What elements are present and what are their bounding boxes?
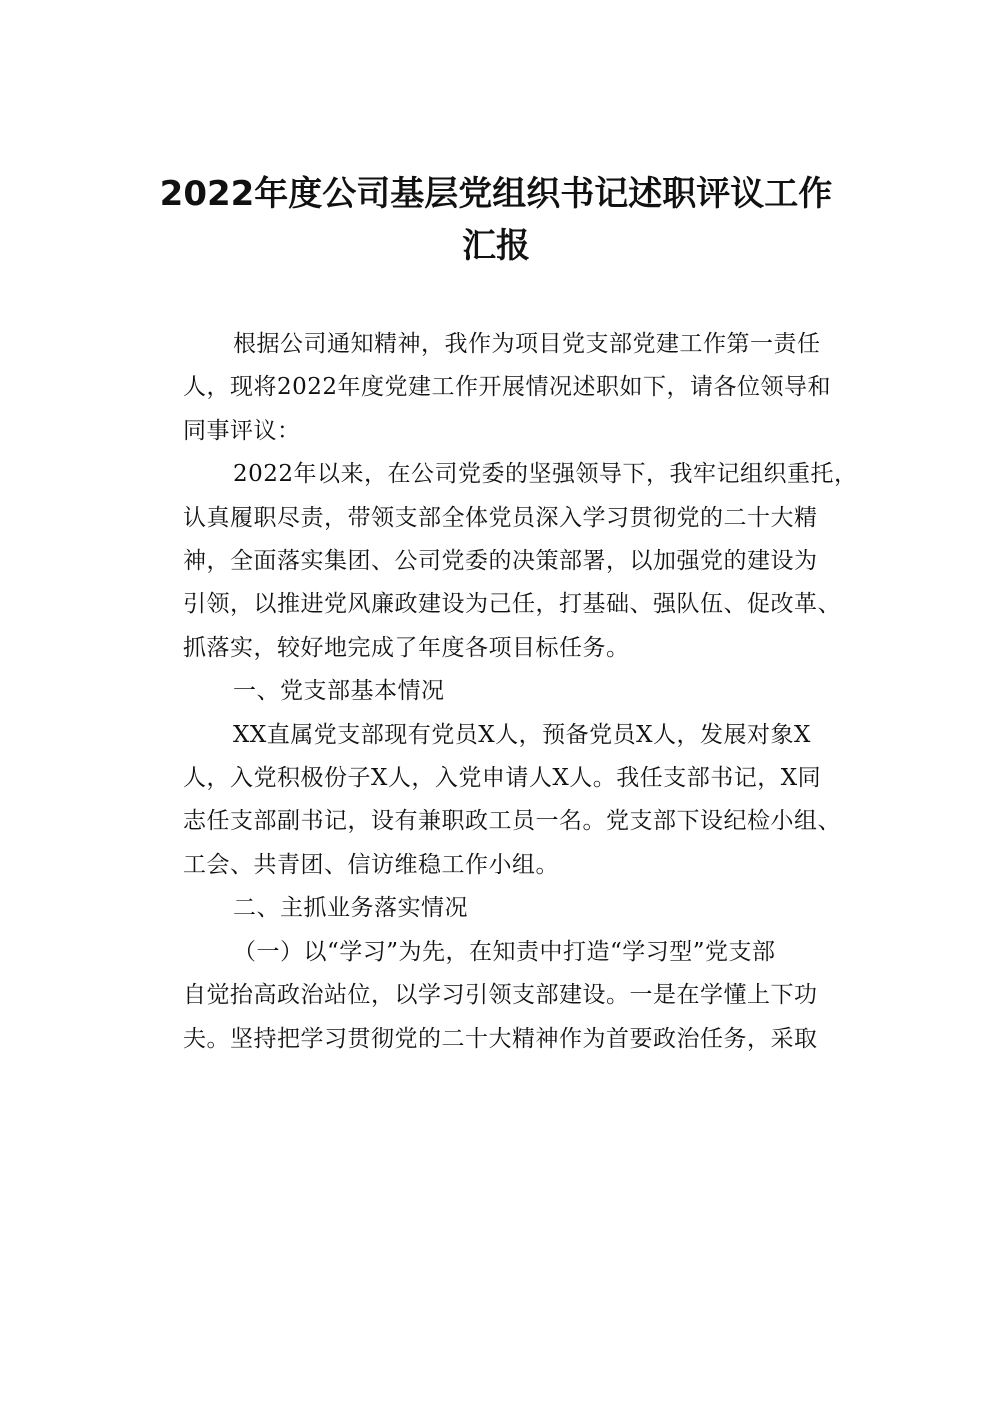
title-line-1: 2022年度公司基层党组织书记述职评议工作 [159,174,833,214]
paragraph-intro [137,323,875,453]
text-line: （一）以“学习”为先，在知责中打造“学习型”党支部 [233,938,776,965]
text-line: 夫。坚持把学习贯彻党的二十大精神作为首要政治任务，采取 [183,1025,818,1052]
section-heading-1 [137,670,875,713]
paragraph-summary [137,453,875,670]
text-line: 工会、共青团、信访维稳工作小组。 [183,851,559,878]
text-line: 自觉抬高政治站位，以学习引领支部建设。一是在学懂上下功 [183,982,818,1009]
document-title [120,168,872,272]
section-heading-2 [137,887,875,930]
text-line: 引领，以推进党风廉政建设为己任，打基础、强队伍、促改革、 [183,591,841,618]
text-line: 志任支部副书记，设有兼职政工员一名。党支部下设纪检小组、 [183,808,841,835]
section-heading-text: 一、党支部基本情况 [233,678,445,705]
text-line: 人，现将2022年度党建工作开展情况述职如下，请各位领导和 [183,374,832,401]
section-heading-text: 二、主抓业务落实情况 [233,895,468,922]
text-line: XX直属党支部现有党员X人，预备党员X人，发展对象X [233,721,811,748]
text-line: 神，全面落实集团、公司党委的决策部署，以加强党的建设为 [183,548,818,575]
text-line: 认真履职尽责，带领支部全体党员深入学习贯彻党的二十大精 [183,504,818,531]
title-line-2: 汇报 [462,226,530,266]
paragraph-study [137,931,875,1061]
text-line: 2022年以来，在公司党委的坚强领导下，我牢记组织重托， [233,461,858,488]
text-line: 抓落实，较好地完成了年度各项目标任务。 [183,634,630,661]
document-body [137,323,875,1061]
text-line: 人，入党积极份子X人，入党申请人X人。我任支部书记，X同 [183,765,822,792]
text-line: 根据公司通知精神，我作为项目党支部党建工作第一责任 [233,331,821,357]
paragraph-branch-info [137,714,875,888]
text-line: 同事评议： [183,417,301,444]
